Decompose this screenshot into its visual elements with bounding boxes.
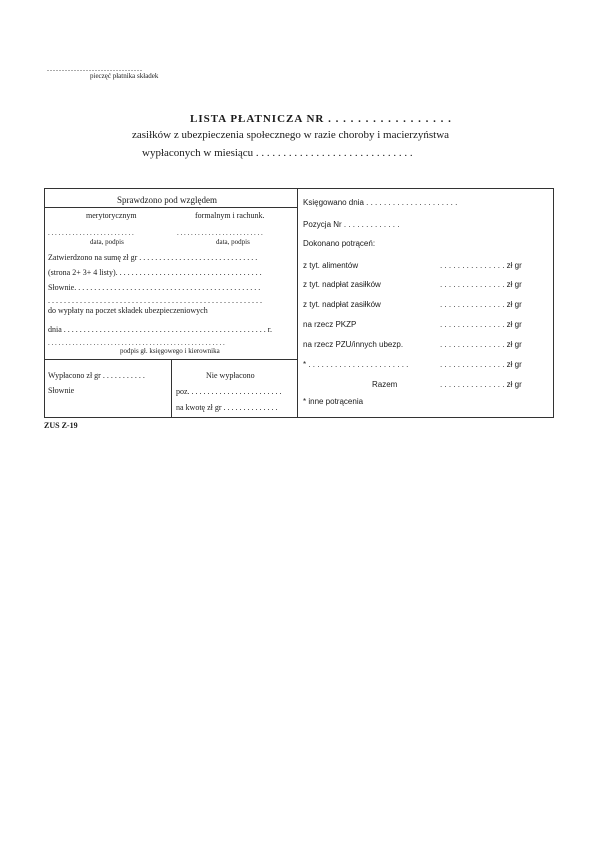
paid-line: Wypłacono zł gr . . . . . . . . . . . bbox=[48, 371, 145, 380]
payout-note: do wypłaty na poczet składek ubezpieczeniowych bbox=[48, 306, 208, 315]
words-line-1: Słownie. . . . . . . . . . . . . . . . . . . . . . . . . . . . . . . . . . . . . . . . . . . . . . . bbox=[48, 283, 261, 292]
stamp-label: pieczęć płatnika składek bbox=[90, 72, 159, 80]
amount-line: na kwotę zł gr . . . . . . . . . . . . . . bbox=[176, 403, 278, 412]
deduction-value: . . . . . . . . . . . . . . . zł gr bbox=[440, 280, 522, 289]
footnote: * inne potrącenia bbox=[303, 397, 364, 406]
date-sign-label-2: data, podpis bbox=[216, 238, 250, 246]
signature-dots-3: . . . . . . . . . . . . . . . . . . . . . . . . . . . . . . . . . . . . . . . . . . . . . . . . . . . bbox=[48, 339, 225, 347]
not-paid-heading: Nie wypłacono bbox=[206, 371, 255, 380]
position-line: poz. . . . . . . . . . . . . . . . . . . . . . . . bbox=[176, 387, 282, 396]
bottom-left-divider bbox=[171, 359, 172, 418]
signature-dots-1: . . . . . . . . . . . . . . . . . . . . . . . . . bbox=[48, 229, 134, 237]
total-value: . . . . . . . . . . . . . . . zł gr bbox=[440, 380, 522, 389]
deduction-value: . . . . . . . . . . . . . . . zł gr bbox=[440, 300, 522, 309]
col-formal: formalnym i rachunk. bbox=[195, 211, 265, 220]
deduction-value: . . . . . . . . . . . . . . . zł gr bbox=[440, 340, 522, 349]
column-divider bbox=[297, 188, 298, 418]
signature-dots-2: . . . . . . . . . . . . . . . . . . . . . . . . . bbox=[177, 229, 263, 237]
deduction-value: . . . . . . . . . . . . . . . zł gr bbox=[440, 261, 522, 270]
deduction-label: na rzecz PZU/innych ubezp. bbox=[303, 340, 404, 349]
deduction-value: . . . . . . . . . . . . . . . zł gr bbox=[440, 360, 522, 369]
deduction-label: na rzecz PKZP bbox=[303, 320, 357, 329]
day-line: dnia . . . . . . . . . . . . . . . . . . . . . . . . . . . . . . . . . . . . . . . . . . . . . . . . . . . r. bbox=[48, 325, 272, 334]
booked-date: Księgowano dnia . . . . . . . . . . . . . . . . . . . . . bbox=[303, 198, 458, 207]
month-line: wypłaconych w miesiącu . . . . . . . . . . . . . . . . . . . . . . . . . . . . . bbox=[142, 147, 413, 159]
deduction-label: z tyt. nadpłat zasiłków bbox=[303, 280, 381, 289]
approved-sum: Zatwierdzono na sumę zł gr . . . . . . . . . . . . . . . . . . . . . . . . . . . . . . bbox=[48, 253, 258, 262]
position-number: Pozycja Nr . . . . . . . . . . . . . bbox=[303, 220, 400, 229]
form-code: ZUS Z-19 bbox=[44, 421, 78, 430]
dots-line: . . . . . . . . . . . . . . . . . . . . . . . . . . . . . . . . . . . . . . . . . . . . . . . . . . . . . . bbox=[48, 296, 262, 305]
deductions-heading: Dokonano potrąceń: bbox=[303, 239, 376, 248]
deduction-value: . . . . . . . . . . . . . . . zł gr bbox=[440, 320, 522, 329]
document-title: LISTA PŁATNICZA NR . . . . . . . . . . . . . . . . . bbox=[190, 113, 452, 125]
document-subtitle: zasiłków z ubezpieczenia społecznego w razie choroby i macierzyństwa bbox=[132, 129, 450, 141]
total-label: Razem bbox=[372, 380, 398, 389]
signature-label: podpis gł. księgowego i kierownika bbox=[120, 347, 220, 355]
date-sign-label-1: data, podpis bbox=[90, 238, 124, 246]
pages-note: (strona 2+ 3+ 4 listy). . . . . . . . . . . . . . . . . . . . . . . . . . . . . . . . . . . . . bbox=[48, 268, 262, 277]
header-rule bbox=[44, 207, 298, 208]
col-merit: merytorycznym bbox=[86, 211, 137, 220]
stamp-dots: ................................ bbox=[47, 64, 143, 73]
deduction-label: z tyt. alimentów bbox=[303, 261, 359, 270]
deduction-label: * . . . . . . . . . . . . . . . . . . . . . . . bbox=[303, 360, 409, 369]
deduction-label: z tyt. nadpłat zasiłków bbox=[303, 300, 381, 309]
checked-heading: Sprawdzono pod względem bbox=[117, 195, 217, 205]
words-line-2: Słownie bbox=[48, 386, 75, 395]
